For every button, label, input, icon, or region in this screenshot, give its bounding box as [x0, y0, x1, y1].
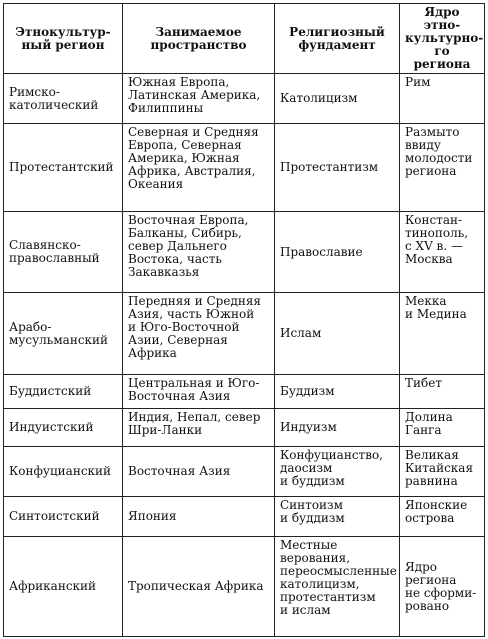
- table-row: [4, 74, 485, 124]
- ethnocultural-regions-table: [3, 3, 485, 637]
- cell-territory: Передняя и Средняя Азия, часть Южной и Юго-Восточной Азии, Северная Африка: [123, 293, 275, 375]
- cell-territory: Северная и Средняя Европа, Северная Америка, Южная Африка, Австралия, Океания: [123, 124, 275, 212]
- cell-territory: Центральная и Юго- Восточная Азия: [123, 375, 275, 409]
- cell-territory: Восточная Азия: [123, 447, 275, 497]
- header-region: Этнокультур- ный регион: [4, 4, 123, 74]
- cell-religion: Местные верования, переосмысленные католицизм, протестантизм и ислам: [275, 537, 400, 637]
- table-row: [4, 375, 485, 409]
- cell-region: Буддистский: [4, 375, 123, 409]
- cell-territory: Тропическая Африка: [123, 537, 275, 637]
- table-row: [4, 497, 485, 537]
- table-row: [4, 212, 485, 293]
- cell-core: Ядро региона не сформи- ровано: [400, 537, 485, 637]
- cell-core: Размыто ввиду молодости региона: [400, 124, 485, 212]
- table-row: [4, 409, 485, 447]
- cell-core: Долина Ганга: [400, 409, 485, 447]
- cell-religion: Конфуцианство, даосизм и буддизм: [275, 447, 400, 497]
- cell-region: Римско- католический: [4, 74, 123, 124]
- cell-core: Тибет: [400, 375, 485, 409]
- cell-core: Японские острова: [400, 497, 485, 537]
- table-row: [4, 537, 485, 637]
- cell-religion: Ислам: [275, 293, 400, 375]
- header-core: Ядро этно- культурно- го региона: [400, 4, 485, 74]
- cell-religion: Индуизм: [275, 409, 400, 447]
- cell-region: Славянско- православный: [4, 212, 123, 293]
- cell-core: Констан- тинополь, с XV в. — Москва: [400, 212, 485, 293]
- cell-core: Великая Китайская равнина: [400, 447, 485, 497]
- header-row: [4, 4, 485, 74]
- cell-territory: Восточная Европа, Балканы, Сибирь, север Дальнего Востока, часть Закавказья: [123, 212, 275, 293]
- header-territory: Занимаемое пространство: [123, 4, 275, 74]
- header-religion: Религиозный фундамент: [275, 4, 400, 74]
- cell-territory: Индия, Непал, север Шри-Ланки: [123, 409, 275, 447]
- cell-religion: Католицизм: [275, 74, 400, 124]
- cell-territory: Япония: [123, 497, 275, 537]
- cell-region: Африканский: [4, 537, 123, 637]
- cell-region: Конфуцианский: [4, 447, 123, 497]
- cell-religion: Протестантизм: [275, 124, 400, 212]
- cell-region: Арабо- мусульманский: [4, 293, 123, 375]
- cell-religion: Синтоизм и буддизм: [275, 497, 400, 537]
- cell-region: Индуистский: [4, 409, 123, 447]
- cell-core: Рим: [400, 74, 485, 124]
- cell-region: Протестантский: [4, 124, 123, 212]
- table-row: [4, 293, 485, 375]
- cell-religion: Буддизм: [275, 375, 400, 409]
- table-row: [4, 447, 485, 497]
- table-row: [4, 124, 485, 212]
- cell-territory: Южная Европа, Латинская Америка, Филиппины: [123, 74, 275, 124]
- cell-core: Мекка и Медина: [400, 293, 485, 375]
- cell-region: Синтоистский: [4, 497, 123, 537]
- cell-religion: Православие: [275, 212, 400, 293]
